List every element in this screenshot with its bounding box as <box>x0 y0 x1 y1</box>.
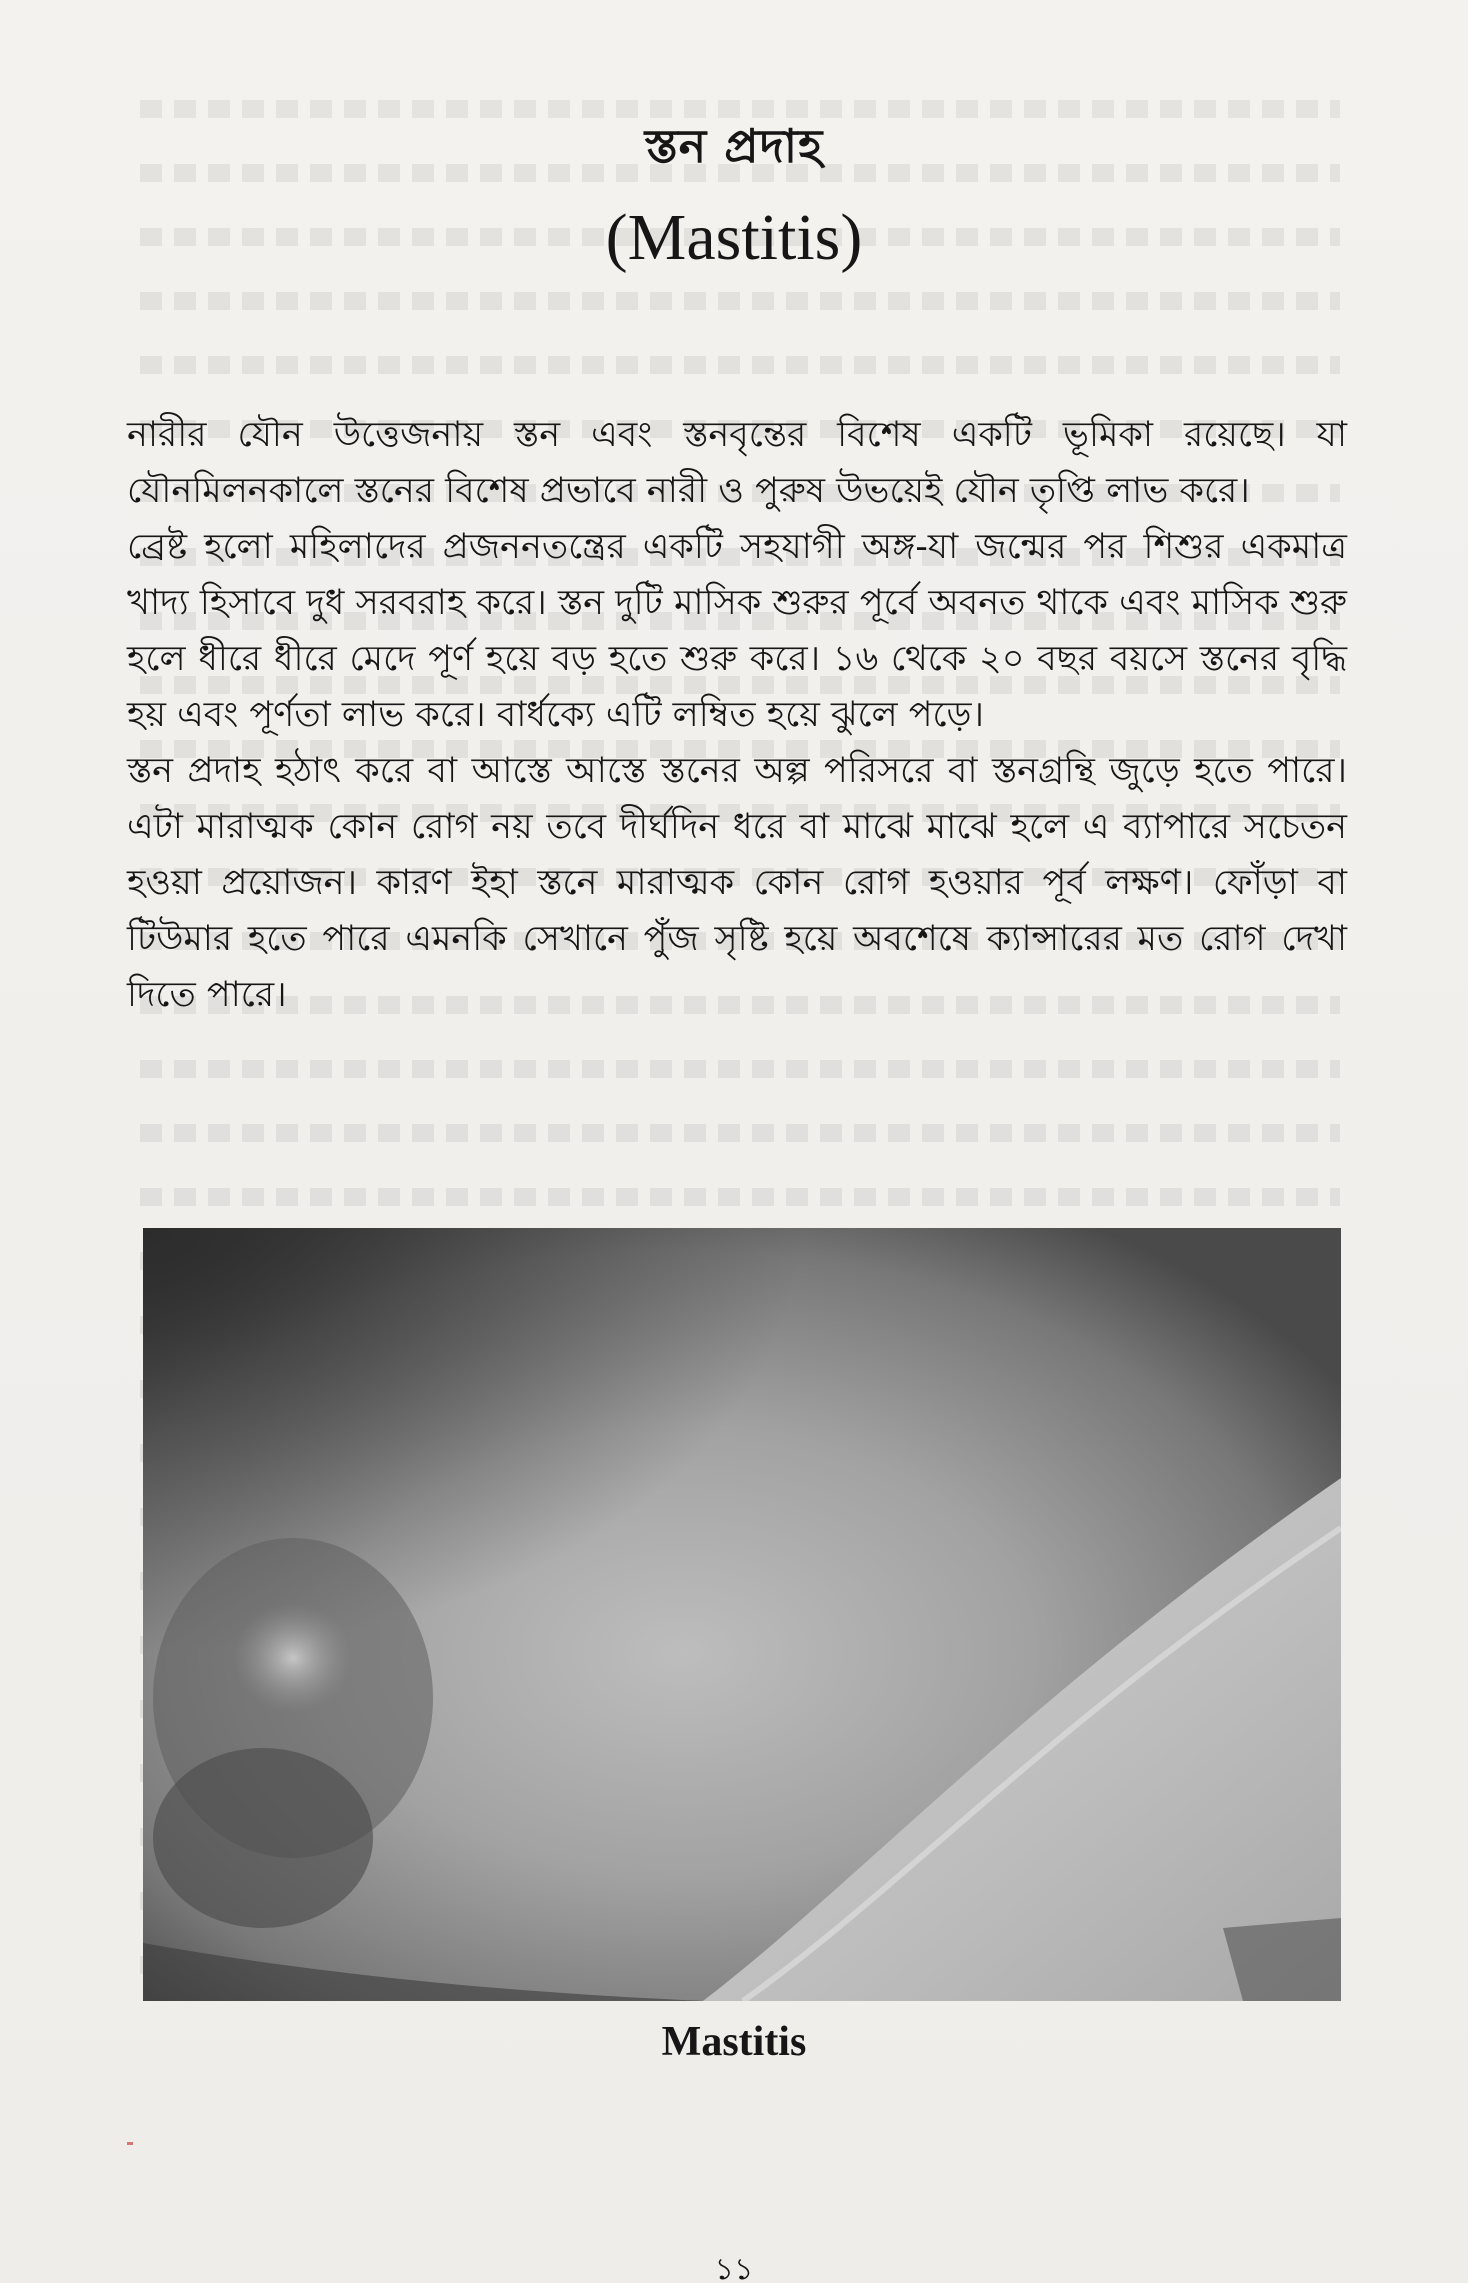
mastitis-photo <box>143 1228 1341 2001</box>
ink-speck <box>127 2142 133 2145</box>
figure-caption: Mastitis <box>661 2019 807 2065</box>
paragraph-1: নারীর যৌন উত্তেজনায় স্তন এবং স্তনবৃন্তের বিশেষ একটি ভূমিকা রয়েছে। যা যৌনমিলনকালে স্তনের বিশেষ প্রভাবে নারী ও পুরুষ উভয়েই যৌন তৃপ্তি লাভ করে। <box>127 415 1347 511</box>
paragraph-2: ব্রেষ্ট হলো মহিলাদের প্রজননতন্ত্রের একটি সহযাগী অঙ্গ-যা জন্মের পর শিশুর একমাত্র খাদ্য হিসাবে দুধ সরবরাহ করে। স্তন দুটি মাসিক শুরুর পূর্বে অবনত থাকে এবং মাসিক শুরু হলে ধীরে ধীরে মেদে পূর্ণ হয়ে বড় হতে শুরু করে। ১৬ থেকে ২০ বছর বয়সে স্তনের বৃদ্ধি হয় এবং পূর্ণতা লাভ করে। বার্ধক্যে এটি লম্বিত হয়ে ঝুলে পড়ে। <box>127 527 1347 735</box>
page-title-english: (Mastitis) <box>605 201 863 274</box>
page-title-bengali: স্তন প্রদাহ <box>644 119 824 173</box>
paragraph-3: স্তন প্রদাহ হঠাৎ করে বা আস্তে আস্তে স্তনের অল্প পরিসরে বা স্তনগ্রন্থি জুড়ে হতে পারে। এটা মারাত্মক কোন রোগ নয় তবে দীর্ঘদিন ধরে বা মাঝে মাঝে হলে এ ব্যাপারে সচেতন হওয়া প্রয়োজন। কারণ ইহা স্তনে মারাত্মক কোন রোগ হওয়ার পূর্ব লক্ষণ। ফোঁড়া বা টিউমার হতে পারে এমনকি সেখানে পুঁজ সৃষ্টি হয়ে অবশেষে ক্যান্সারের মত রোগ দেখা দিতে পারে। <box>127 751 1347 1015</box>
page-number: ১১ <box>714 2252 754 2283</box>
mastitis-photo-graphic <box>143 1228 1341 2001</box>
body-text <box>127 407 1347 1023</box>
